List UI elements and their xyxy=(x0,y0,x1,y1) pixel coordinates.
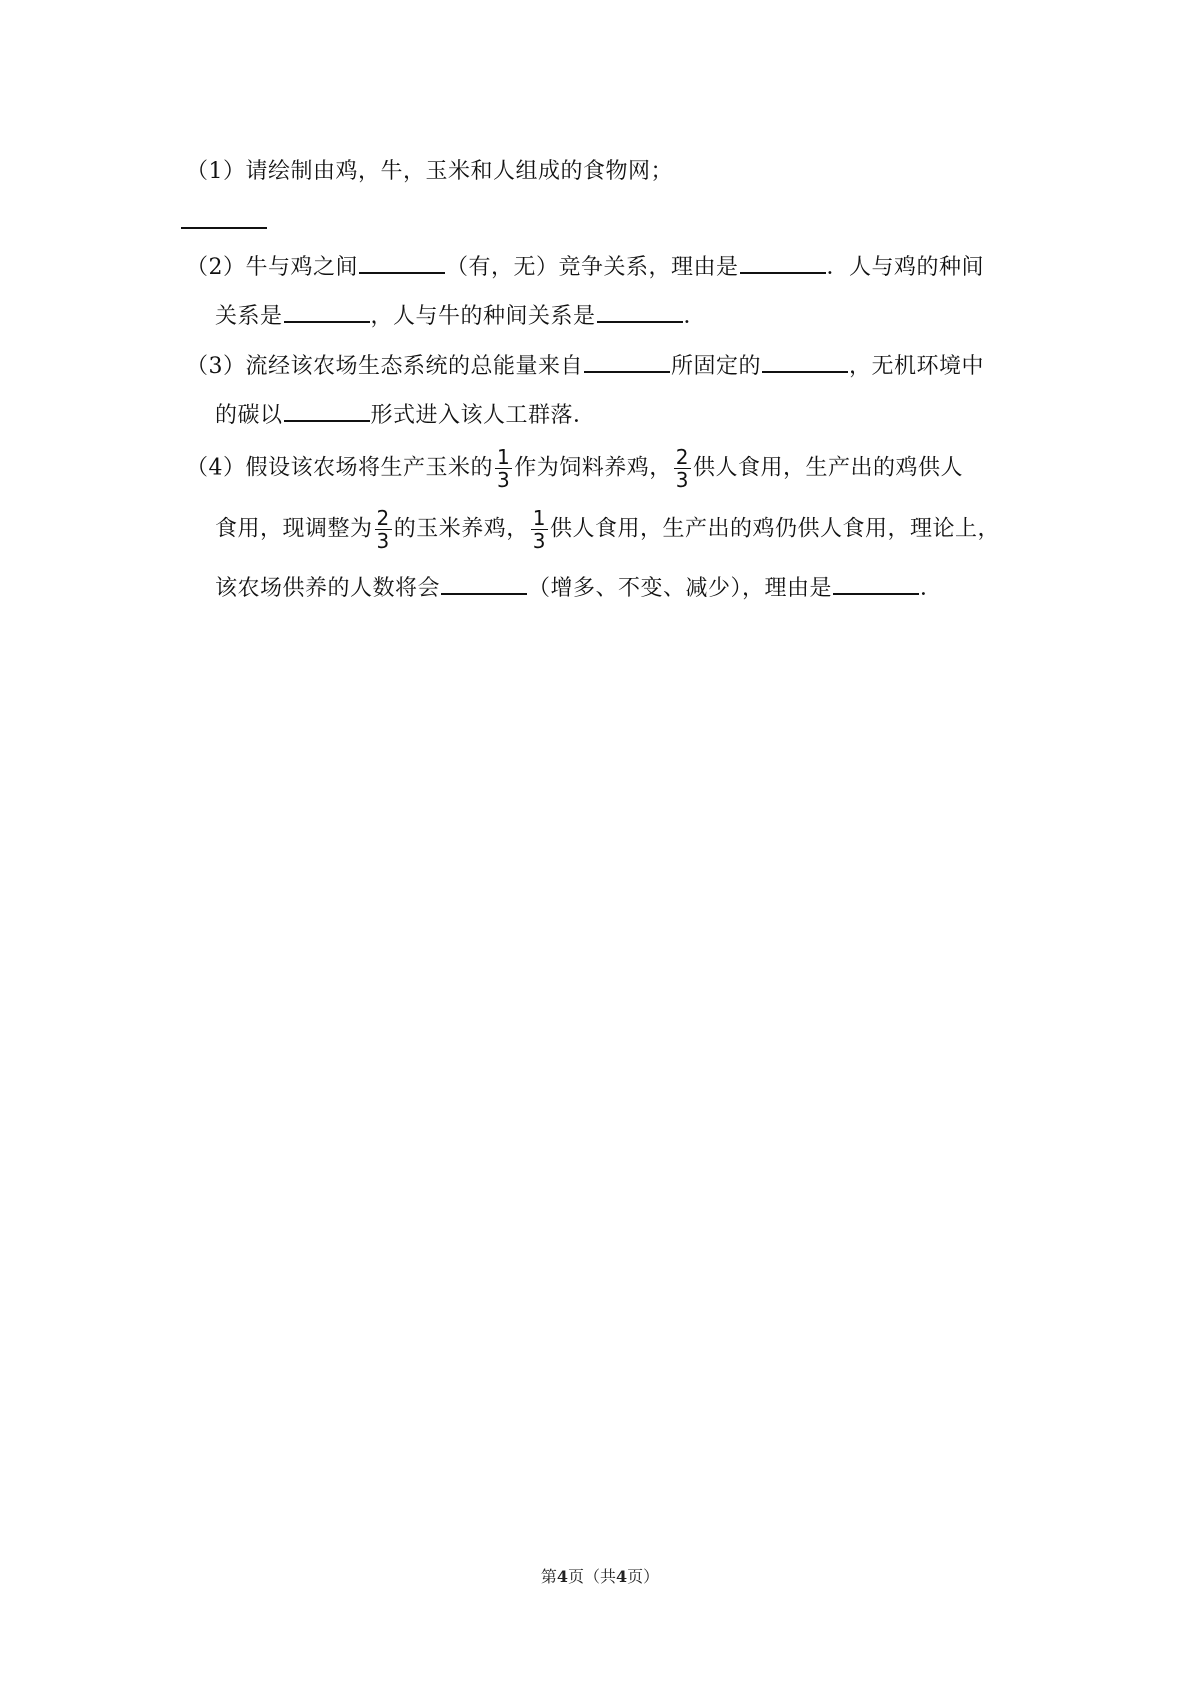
question-4-text-4: 食用，现调整为 xyxy=(215,516,373,542)
answer-blank-q2-1[interactable] xyxy=(359,249,445,274)
footer-total-pages: 4 xyxy=(616,1567,628,1586)
question-1-label: （1） xyxy=(186,159,246,184)
question-3-text-5: 形式进入该人工群落． xyxy=(370,403,596,429)
question-3-line-1 xyxy=(186,348,984,382)
question-4-line-3 xyxy=(215,570,943,604)
question-3-label: （3） xyxy=(186,354,246,380)
question-2-text-6: ． xyxy=(683,304,707,330)
question-4-text-1: 假设该农场将生产玉米的 xyxy=(245,455,494,481)
question-4-text-9: ． xyxy=(920,576,943,602)
question-4-text-2: 作为饲料养鸡， xyxy=(514,455,672,481)
footer-suffix: 页） xyxy=(627,1567,660,1586)
question-2-text-5: ，人与牛的种间关系是 xyxy=(370,304,596,330)
question-4-text-5: 的玉米养鸡， xyxy=(393,516,529,542)
question-3-text-1: 流经该农场生态系统的总能量来自 xyxy=(245,354,584,380)
question-1 xyxy=(186,157,673,187)
question-4-text-6: 供人食用，生产出的鸡仍供人食用，理论上， xyxy=(550,516,1001,542)
answer-blank-q4-1[interactable] xyxy=(441,570,527,595)
answer-blank-q3-3[interactable] xyxy=(284,397,370,422)
question-2-text-1: 牛与鸡之间 xyxy=(245,255,359,281)
question-4-text-8: （增多、不变、减少），理由是 xyxy=(528,576,833,602)
question-3-text-3: ，无机环境中 xyxy=(849,354,985,380)
answer-blank-q3-1[interactable] xyxy=(584,348,670,373)
question-2-text-2: （有，无）竞争关系，理由是 xyxy=(446,255,739,281)
question-3-text-2: 所固定的 xyxy=(671,354,762,380)
question-2-line-2 xyxy=(215,298,706,332)
fraction-two-thirds: $\frac{2}{3}$ xyxy=(675,445,689,492)
question-2-label: （2） xyxy=(186,255,246,281)
question-4-line-2 xyxy=(215,508,1000,551)
question-3-text-4: 的碳以 xyxy=(215,403,283,429)
page-footer xyxy=(0,1567,1200,1587)
answer-blank-q1[interactable] xyxy=(181,227,267,229)
question-2-text-3: ．人与鸡的种间 xyxy=(826,255,985,281)
question-1-text: 请绘制由鸡，牛，玉米和人组成的食物网； xyxy=(245,159,674,184)
question-3-line-2 xyxy=(215,397,596,431)
question-4-label: （4） xyxy=(186,455,246,481)
fraction-one-third: $\frac{1}{3}$ xyxy=(497,445,511,492)
question-4-line-1 xyxy=(186,447,963,490)
question-2-line-1 xyxy=(186,249,984,283)
fraction-one-third-2: $\frac{1}{3}$ xyxy=(532,506,546,553)
fraction-two-thirds-2: $\frac{2}{3}$ xyxy=(376,506,390,553)
answer-blank-q2-4[interactable] xyxy=(597,298,683,323)
answer-blank-q4-2[interactable] xyxy=(833,570,919,595)
answer-blank-q3-2[interactable] xyxy=(762,348,848,373)
question-2-text-4: 关系是 xyxy=(215,304,283,330)
footer-page-number: 4 xyxy=(556,1567,568,1586)
answer-blank-q2-2[interactable] xyxy=(740,249,826,274)
question-4-text-7: 该农场供养的人数将会 xyxy=(215,576,441,602)
question-4-text-3: 供人食用，生产出的鸡供人 xyxy=(693,455,964,481)
footer-prefix: 第 xyxy=(540,1567,557,1586)
footer-middle: 页（共 xyxy=(567,1567,616,1586)
answer-blank-q2-3[interactable] xyxy=(284,298,370,323)
